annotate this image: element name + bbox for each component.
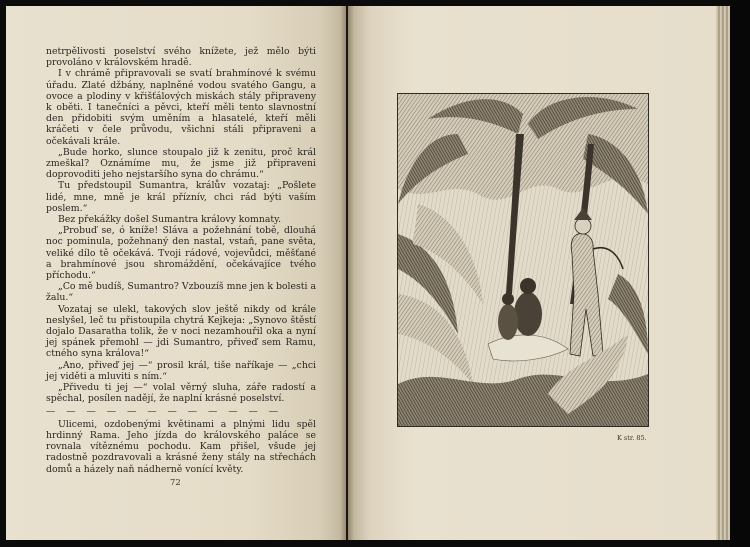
paragraph: Tu předstoupil Sumantra, králův vozataj: „Pošlete lidé, mne, mně je král příznív, chci rád býti vaším poslem.“	[46, 180, 316, 214]
paragraph: Bez překážky došel Sumantra královy komnaty.	[58, 214, 282, 226]
book-edge-shadow	[730, 0, 750, 547]
paragraph: Ulicemi, ozdobenými květinami a plnými lidu spěl hrdinný Rama. Jeho jízda do královského paláce se rovnala vítěznému pochodu. Kam přišel, všude jej radostně pozdravovali a krásné ženy stály na střechách domů a házely naň nádherně vonící květy.	[46, 418, 316, 475]
left-page-text	[46, 46, 316, 475]
illustration-engraving	[398, 94, 648, 426]
paragraph: „Co mě budíš, Sumantro? Vzbouzíš mne jen k bolesti a žalu.“	[46, 281, 316, 304]
paragraph: „Ano, přiveď jej —“ prosil král, tiše naříkaje — „chci jej viděti a mluviti s ním.“	[46, 359, 316, 382]
page-number: 72	[170, 478, 181, 488]
plate-caption: K str. 85.	[617, 434, 647, 442]
paragraph: netrpělivosti poselství svého knížete, jež mělo býti provoláno v královském hradě.	[46, 46, 316, 69]
paragraph: I v chrámě připravovali se svatí brahmínové k svému úřadu. Zlaté džbány, naplněné vodou svatého Gangu, a ovoce a plodiny v křišťálových miskách stály připraveny k oběti. I tanečníci a pěvci, kteří měli tento slavnostní den přidobiti svým uměním a hlasatelé, kteří měli kráčeti v čele průvodu, všichni stáli připraveni a očekávali krále.	[46, 68, 316, 147]
book-gutter	[340, 6, 354, 540]
paragraph: „Přivedu ti jej —“ volal věrný sluha, záře radostí a spěchal, posílen nadějí, že naplní krásné poselství.	[46, 382, 316, 405]
paragraph: Vozataj se ulekl, takových slov ještě nikdy od krále neslyšel, leč tu přistoupila chytrá Kejkeja: „Synovo štěstí dojalo Dasaratha tolik, že v noci nezamhouřil oka a nyní jej spánek přemohl — jdi Sumantro, přiveď sem Ramu, ctného syna králova!“	[46, 303, 316, 360]
section-separator: — — — — — — — — — — — —	[46, 405, 283, 417]
paragraph: „Bude horko, slunce stoupalo již k zenitu, proč král zmeškal? Oznámíme mu, že jsme již připraveni doprovoditi jeho nejstaršího syna do chrámu.“	[46, 146, 316, 181]
paragraph: „Probuď se, ó kníže! Sláva a požehnání tobě, dlouhá noc pominula, požehnaný den nastal, vstaň, pane světa, veliké dílo tě očekává. Tvoji rádové, vojevůdci, měšťané a brahmínové jsou shromáždění, očekávajíce tvého příchodu.“	[46, 225, 316, 282]
page-edges	[716, 6, 730, 540]
jungle-illustration	[397, 93, 649, 427]
